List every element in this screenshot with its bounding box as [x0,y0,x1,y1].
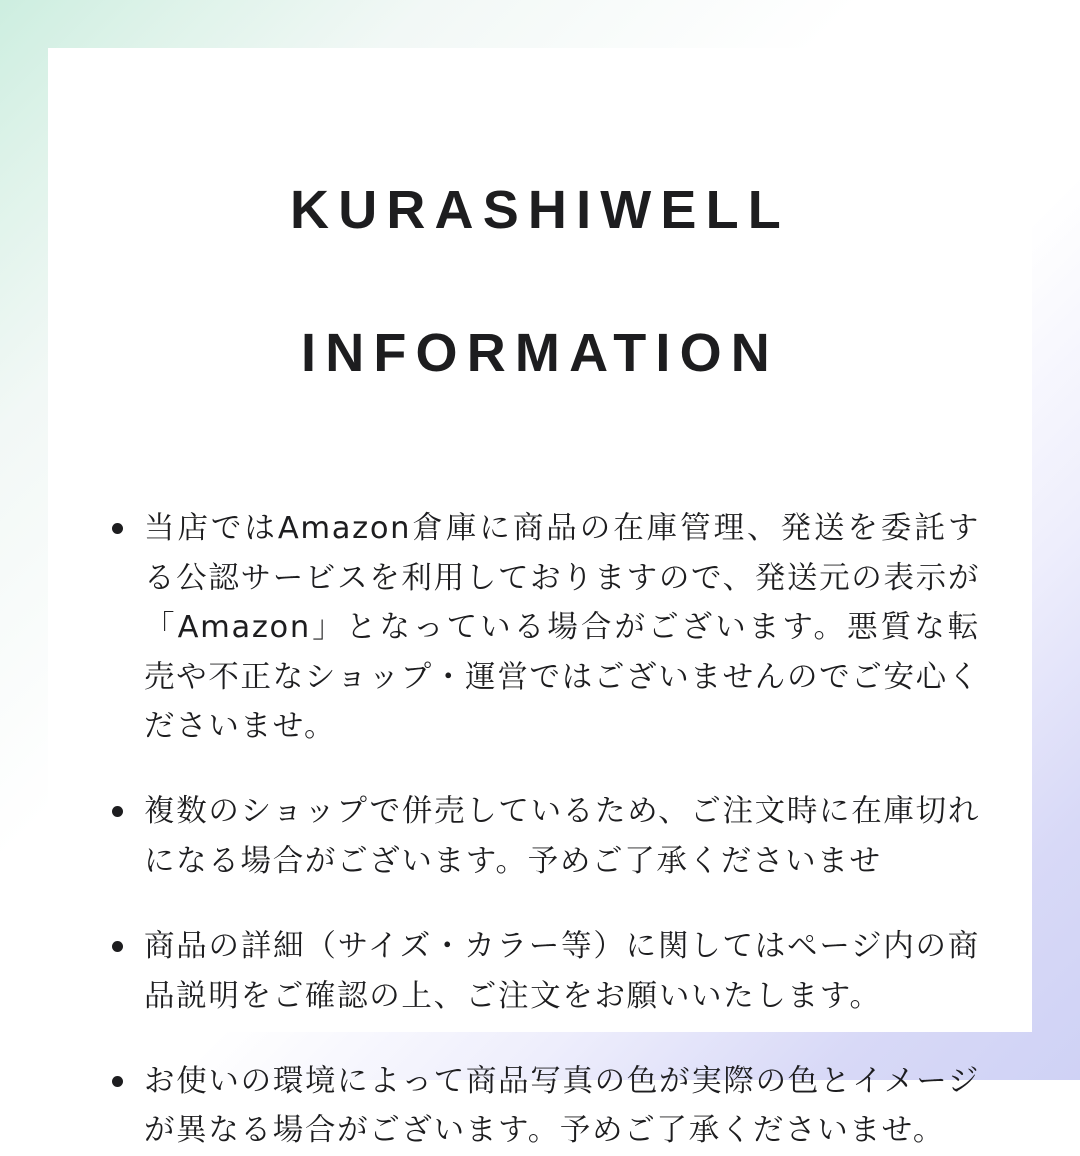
list-item: 複数のショップで併売しているため、ご注文時に在庫切れになる場合がございます。予めご了承くださいませ [100,787,980,886]
information-card [48,48,1032,1149]
information-bullet-list [100,504,980,1155]
list-item: お使いの環境によって商品写真の色が実際の色とイメージが異なる場合がございます。予めご了承くださいませ。 [100,1057,980,1156]
page-title [100,104,980,460]
list-item: 商品の詳細（サイズ・カラー等）に関してはページ内の商品説明をご確認の上、ご注文をお願いいたします。 [100,922,980,1021]
page-title-line-1: KURASHIWELL [290,180,790,241]
list-item: 当店ではAmazon倉庫に商品の在庫管理、発送を委託する公認サービスを利用しておりますので、発送元の表示が「Amazon」となっている場合がございます。悪質な転売や不正なショップ・運営ではございませんのでご安心くださいませ。 [100,504,980,751]
page-title-line-2: INFORMATION [301,322,779,383]
